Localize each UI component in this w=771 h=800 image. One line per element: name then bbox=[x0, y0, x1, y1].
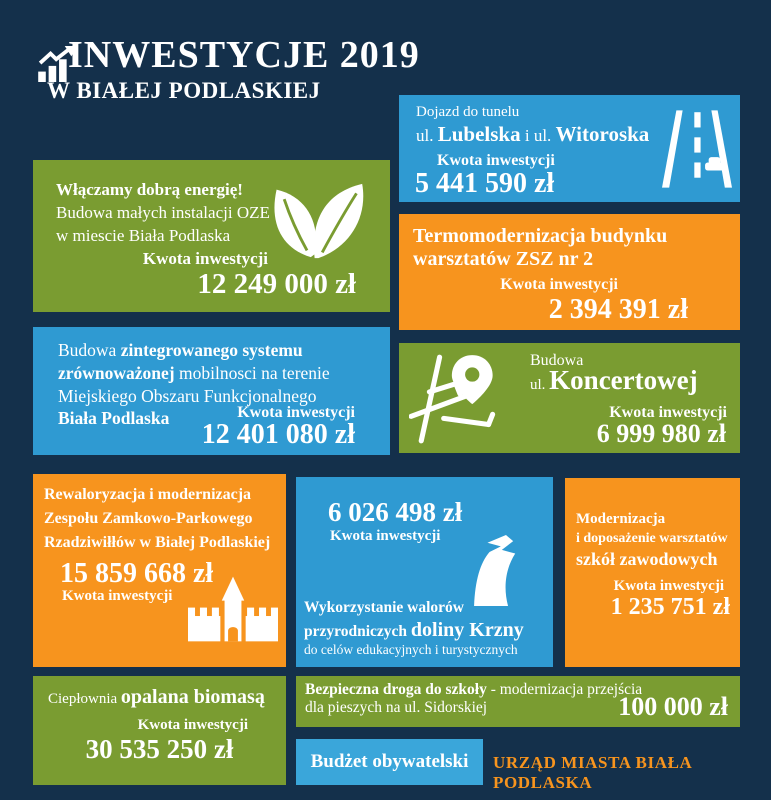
citizen-budget-button[interactable]: Budżet obywatelski bbox=[296, 739, 483, 785]
kwota-label: Kwota inwestycji bbox=[237, 404, 355, 421]
investment-amount: 6 026 498 zł bbox=[328, 497, 463, 527]
text-segment-bold: opalana biomasą bbox=[120, 686, 265, 708]
title-line1: Modernizacja bbox=[576, 511, 666, 527]
tile-description bbox=[304, 599, 524, 658]
title-line2: warsztatów ZSZ nr 2 bbox=[413, 248, 594, 270]
description-line: Biała Podlaska bbox=[58, 408, 170, 429]
tile-tunnel-access bbox=[399, 95, 740, 202]
castle-icon bbox=[188, 569, 278, 649]
tile-title-line1: Dojazd do tunelu bbox=[416, 104, 520, 120]
page-title: INWESTYCJE 2019 bbox=[68, 34, 420, 76]
kwota-label: Kwota inwestycji bbox=[613, 578, 724, 594]
investment-amount: 2 394 391 zł bbox=[548, 293, 688, 325]
tile-oze-energy bbox=[33, 160, 390, 312]
description-line: w miescie Biała Podlaska bbox=[56, 225, 231, 245]
investment-amount: 12 249 000 zł bbox=[197, 267, 356, 300]
text-segment-bold-large: doliny Krzny bbox=[410, 618, 524, 641]
river-icon bbox=[447, 535, 531, 607]
street-name: Koncertowej bbox=[549, 365, 698, 395]
connector-text: i ul. bbox=[520, 126, 556, 146]
tile-termomodernizacja bbox=[399, 214, 740, 330]
tile-title-line2 bbox=[530, 365, 698, 396]
description-line: dla pieszych na ul. Sidorskiej bbox=[305, 699, 488, 717]
investment-amount: 15 859 668 zł bbox=[60, 558, 214, 589]
castle-door bbox=[228, 627, 238, 641]
page-subtitle: W BIAŁEJ PODLASKIEJ bbox=[47, 78, 321, 103]
text-segment-bold: zrównoważonej bbox=[58, 362, 175, 383]
car-body bbox=[705, 162, 724, 170]
kwota-label: Kwota inwestycji bbox=[500, 276, 618, 293]
tile-title bbox=[565, 478, 740, 570]
title-line2: Zespołu Zamkowo-Parkowego bbox=[44, 510, 253, 527]
kwota-label: Kwota inwestycji bbox=[137, 717, 248, 733]
ul-prefix: ul. bbox=[416, 126, 438, 146]
kwota-label: Kwota inwestycji bbox=[609, 404, 727, 421]
tile-biomass-plant bbox=[33, 676, 286, 785]
tile-mobility-system bbox=[33, 327, 390, 455]
text-segment-bold: przyrodniczych bbox=[304, 622, 411, 640]
text-segment: - modernizacja przejścia bbox=[486, 681, 643, 698]
investment-amount: 12 401 080 zł bbox=[201, 419, 355, 450]
tile-title bbox=[33, 676, 286, 709]
text-segment-bold: Bezpieczna droga do szkoły bbox=[305, 681, 487, 698]
kwota-label: Kwota inwestycji bbox=[437, 151, 555, 169]
description-line bbox=[58, 339, 390, 362]
kwota-label: Kwota inwestycji bbox=[62, 588, 173, 604]
tile-koncertowa-street bbox=[399, 343, 740, 453]
investment-amount: 5 441 590 zł bbox=[415, 168, 555, 200]
text-segment: mobilnosci na terenie bbox=[174, 362, 330, 383]
title-line3: Rzadziwiłłów w Białej Podlaskiej bbox=[44, 534, 271, 551]
title-line1: Termomodernizacja budynku bbox=[413, 225, 668, 247]
description-line bbox=[304, 618, 524, 642]
investment-amount: 30 535 250 zł bbox=[85, 733, 234, 764]
tile-title bbox=[33, 474, 286, 555]
text-segment: Ciepłownia bbox=[48, 691, 121, 707]
description-line: do celów edukacyjnych i turystycznych bbox=[304, 641, 518, 657]
description-line: Wykorzystanie walorów bbox=[304, 599, 465, 617]
investment-amount: 6 999 980 zł bbox=[596, 419, 726, 448]
street-name: Witoroska bbox=[555, 122, 650, 147]
tile-title-line1: Budowa bbox=[530, 352, 584, 369]
kwota-label: Kwota inwestycji bbox=[142, 248, 268, 268]
tile-vocational-workshops bbox=[565, 478, 740, 667]
description-line: Budowa małych instalacji OZE bbox=[56, 202, 270, 222]
title-line1: Rewaloryzacja i modernizacja bbox=[44, 486, 252, 503]
tile-castle-park bbox=[33, 474, 286, 667]
ul-prefix: ul. bbox=[530, 377, 550, 393]
description-line: Miejskiego Obszaru Funkcjonalnego bbox=[58, 385, 317, 406]
leaves-icon bbox=[266, 182, 368, 260]
organization-name: URZĄD MIASTA BIAŁA PODLASKA bbox=[493, 753, 692, 792]
street-name: Lubelska bbox=[437, 122, 521, 147]
text-segment-bold: zintegrowanego systemu bbox=[120, 340, 303, 360]
kwota-label: Kwota inwestycji bbox=[330, 528, 441, 544]
road-icon bbox=[662, 108, 732, 190]
tile-krzna-valley bbox=[296, 477, 553, 667]
text-segment: Budowa bbox=[58, 340, 121, 360]
title-line2: i doposażenie warsztatów bbox=[576, 531, 728, 546]
investment-amount: 100 000 zł bbox=[618, 692, 728, 721]
investment-amount: 1 235 751 zł bbox=[610, 594, 730, 620]
map-pin-icon bbox=[409, 350, 511, 446]
title-line3: szkół zawodowych bbox=[576, 549, 718, 569]
tile-title bbox=[399, 214, 740, 271]
tile-safe-school-road bbox=[296, 676, 740, 727]
description-line bbox=[58, 362, 390, 385]
tile-title: Włączamy dobrą energię! bbox=[56, 180, 243, 199]
